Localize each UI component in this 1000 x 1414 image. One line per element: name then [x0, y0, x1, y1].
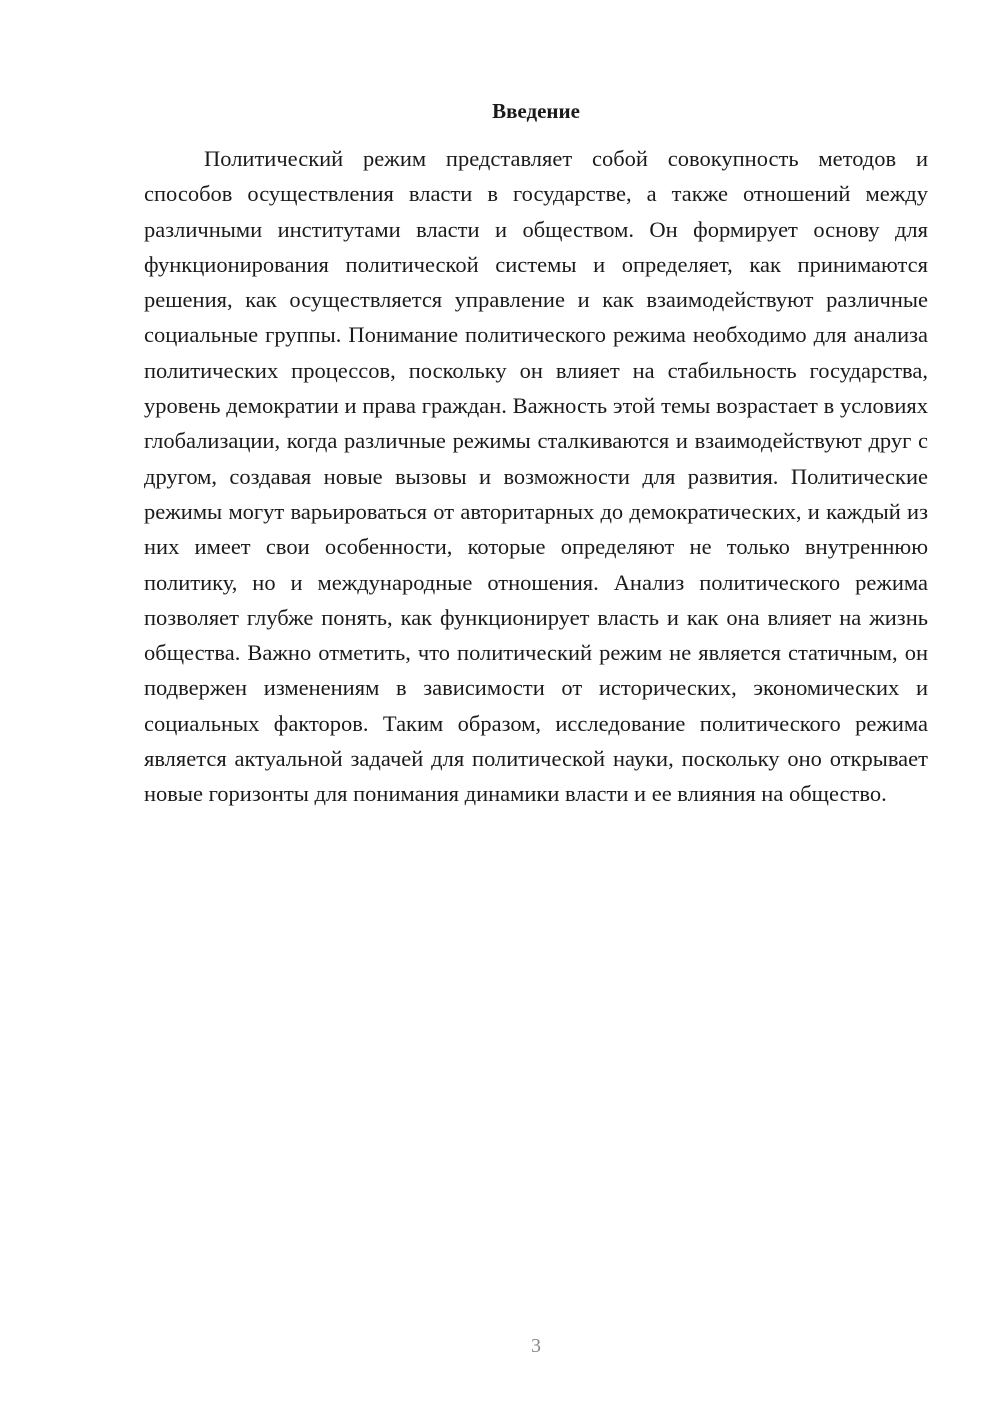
page-number: 3 — [531, 1335, 541, 1357]
intro-paragraph: Политический режим представляет собой совокупность методов и способов осуществления власти в государстве, а также отношений между различными институтами власти и обществом. Он формирует основу для функционирования политической системы и определяет, как принимаются решения, как осуществляется управление и как взаимодействуют различные социальные группы. Понимание политического режима необходимо для анализа политических процессов, поскольку он влияет на стабильность государства, уровень демократии и права граждан. Важность этой темы возрастает в условиях глобализации, когда различные режимы сталкиваются и взаимодействуют друг с другом, создавая новые вызовы и возможности для развития. Политические режимы могут варьироваться от авторитарных до демократических, и каждый из них имеет свои особенности, которые определяют не только внутреннюю политику, но и международные отношения. Анализ политического режима позволяет глубже понять, как функционирует власть и как она влияет на жизнь общества. Важно отметить, что политический режим не является статичным, он подвержен изменениям в зависимости от исторических, экономических и социальных факторов. Таким образом, исследование политического режима является актуальной задачей для политической науки, поскольку оно открывает новые горизонты для понимания динамики власти и ее влияния на общество. — [144, 146, 928, 807]
page-title: Введение — [492, 99, 580, 123]
